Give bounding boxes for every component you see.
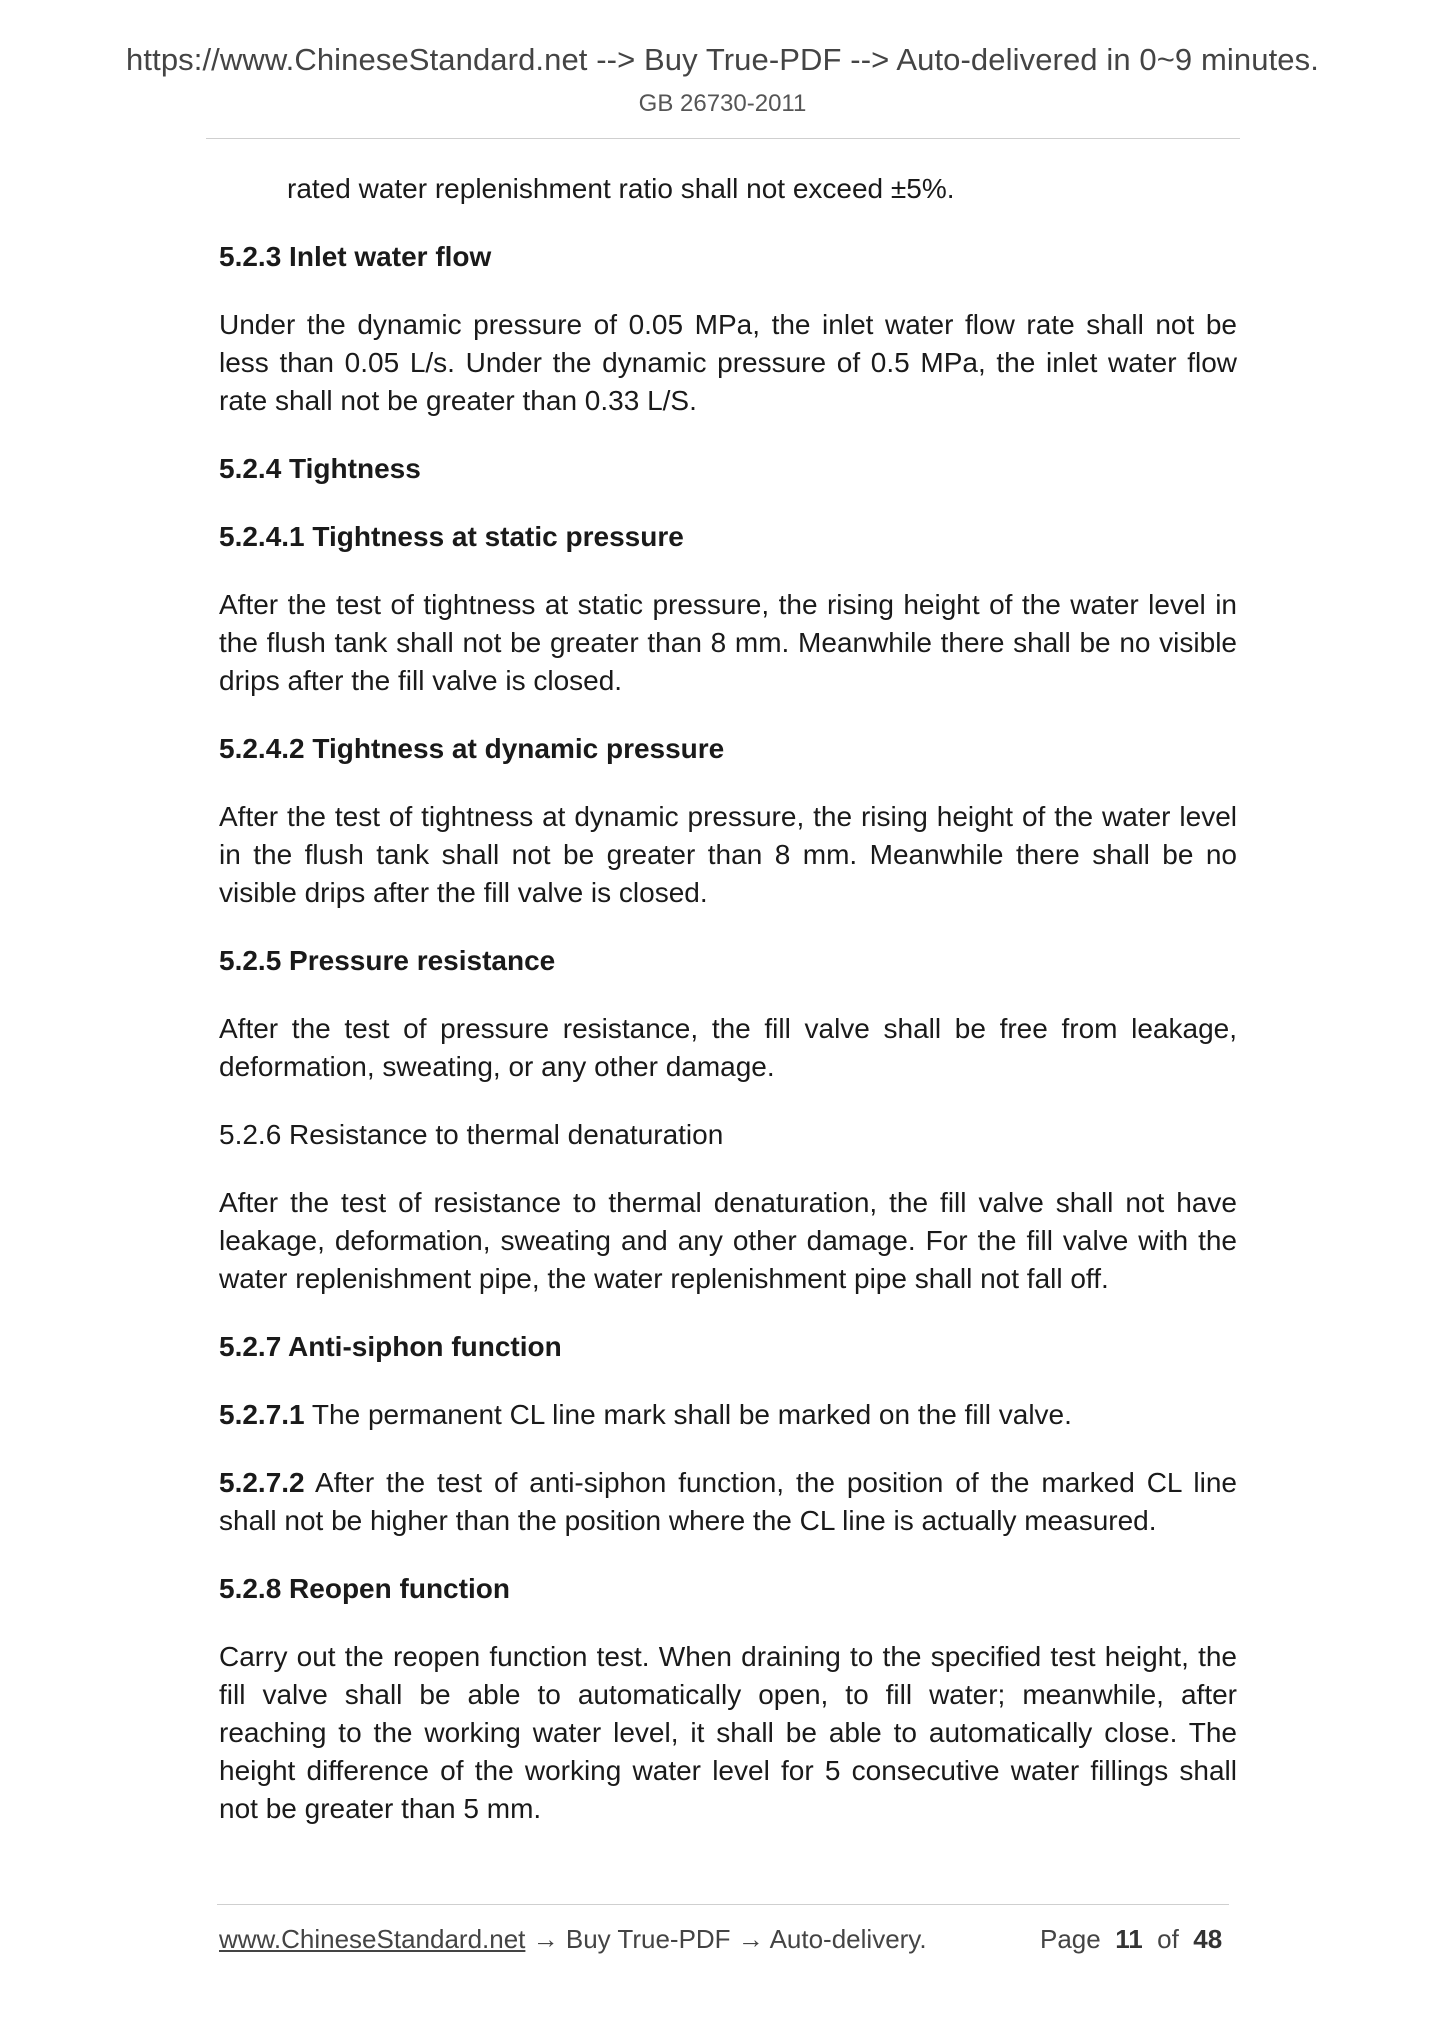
section-5-2-6-text: After the test of resistance to thermal denaturation, the fill valve shall not have leakage, deformation, sweating and any other damage. For the fill valve with the water replenishment pipe, the water replenishment pipe shall not fall off.: [219, 1187, 1237, 1294]
section-5-2-4-1-heading: 5.2.4.1 Tightness at static pressure: [219, 521, 684, 552]
section-5-2-4-1-text: After the test of tightness at static pressure, the rising height of the water level in the flush tank shall not be greater than 8 mm. Meanwhile there shall be no visible drips after the fill valve is closed.: [219, 589, 1237, 696]
section-5-2-7-heading: 5.2.7 Anti-siphon function: [219, 1331, 562, 1362]
footer-divider: [217, 1904, 1229, 1905]
footer-promo: [219, 1924, 927, 1955]
footer-tagline: → Buy True-PDF → Auto-delivery.: [525, 1924, 927, 1954]
continued-paragraph: rated water replenishment ratio shall not exceed ±5%.: [287, 173, 955, 204]
page-total: 48: [1193, 1924, 1223, 1954]
header-divider: [206, 138, 1240, 139]
clause-text: After the test of anti-siphon function, the position of the marked CL line shall not be higher than the position where the CL line is actually measured.: [219, 1467, 1237, 1536]
page-label: Page: [1040, 1924, 1101, 1954]
standard-number: GB 26730-2011: [638, 90, 807, 117]
section-5-2-8-heading: 5.2.8 Reopen function: [219, 1573, 510, 1604]
page-indicator: [1040, 1924, 1222, 1955]
page-current: 11: [1115, 1924, 1143, 1954]
section-5-2-6-heading: 5.2.6 Resistance to thermal denaturation: [219, 1119, 724, 1150]
header-url-line: https://www.ChineseStandard.net --> Buy True-PDF --> Auto-delivered in 0~9 minutes.: [126, 42, 1319, 77]
clause-number: 5.2.7.1: [219, 1399, 305, 1430]
page-of-label: of: [1157, 1924, 1179, 1954]
section-5-2-4-2-text: After the test of tightness at dynamic pressure, the rising height of the water level in the flush tank shall not be greater than 8 mm. Meanwhile there shall be no visible drips after the fill valve is closed.: [219, 801, 1237, 908]
section-5-2-5-heading: 5.2.5 Pressure resistance: [219, 945, 556, 976]
document-body: [219, 170, 1237, 1828]
section-5-2-8-text: Carry out the reopen function test. When draining to the specified test height, the fill valve shall be able to automatically open, to fill water; meanwhile, after reaching to the working water level, it shall be able to automatically close. The height difference of the working water level for 5 consecutive water fillings shall not be greater than 5 mm.: [219, 1641, 1237, 1824]
section-5-2-5-text: After the test of pressure resistance, the fill valve shall be free from leakage, deformation, sweating, or any other damage.: [219, 1013, 1237, 1082]
section-5-2-7-2-paragraph: [219, 1464, 1237, 1540]
clause-text: The permanent CL line mark shall be marked on the fill valve.: [304, 1399, 1072, 1430]
site-link[interactable]: www.ChineseStandard.net: [219, 1924, 526, 1954]
section-5-2-4-2-heading: 5.2.4.2 Tightness at dynamic pressure: [219, 733, 725, 764]
clause-number: 5.2.7.2: [219, 1467, 305, 1498]
section-5-2-3-text: Under the dynamic pressure of 0.05 MPa, the inlet water flow rate shall not be less than 0.05 L/s. Under the dynamic pressure of 0.5 MPa, the inlet water flow rate shall not be greater than 0.33 L/S.: [219, 309, 1237, 416]
section-5-2-7-1-paragraph: [219, 1396, 1237, 1434]
section-5-2-3-heading: 5.2.3 Inlet water flow: [219, 241, 492, 272]
section-5-2-4-heading: 5.2.4 Tightness: [219, 453, 421, 484]
